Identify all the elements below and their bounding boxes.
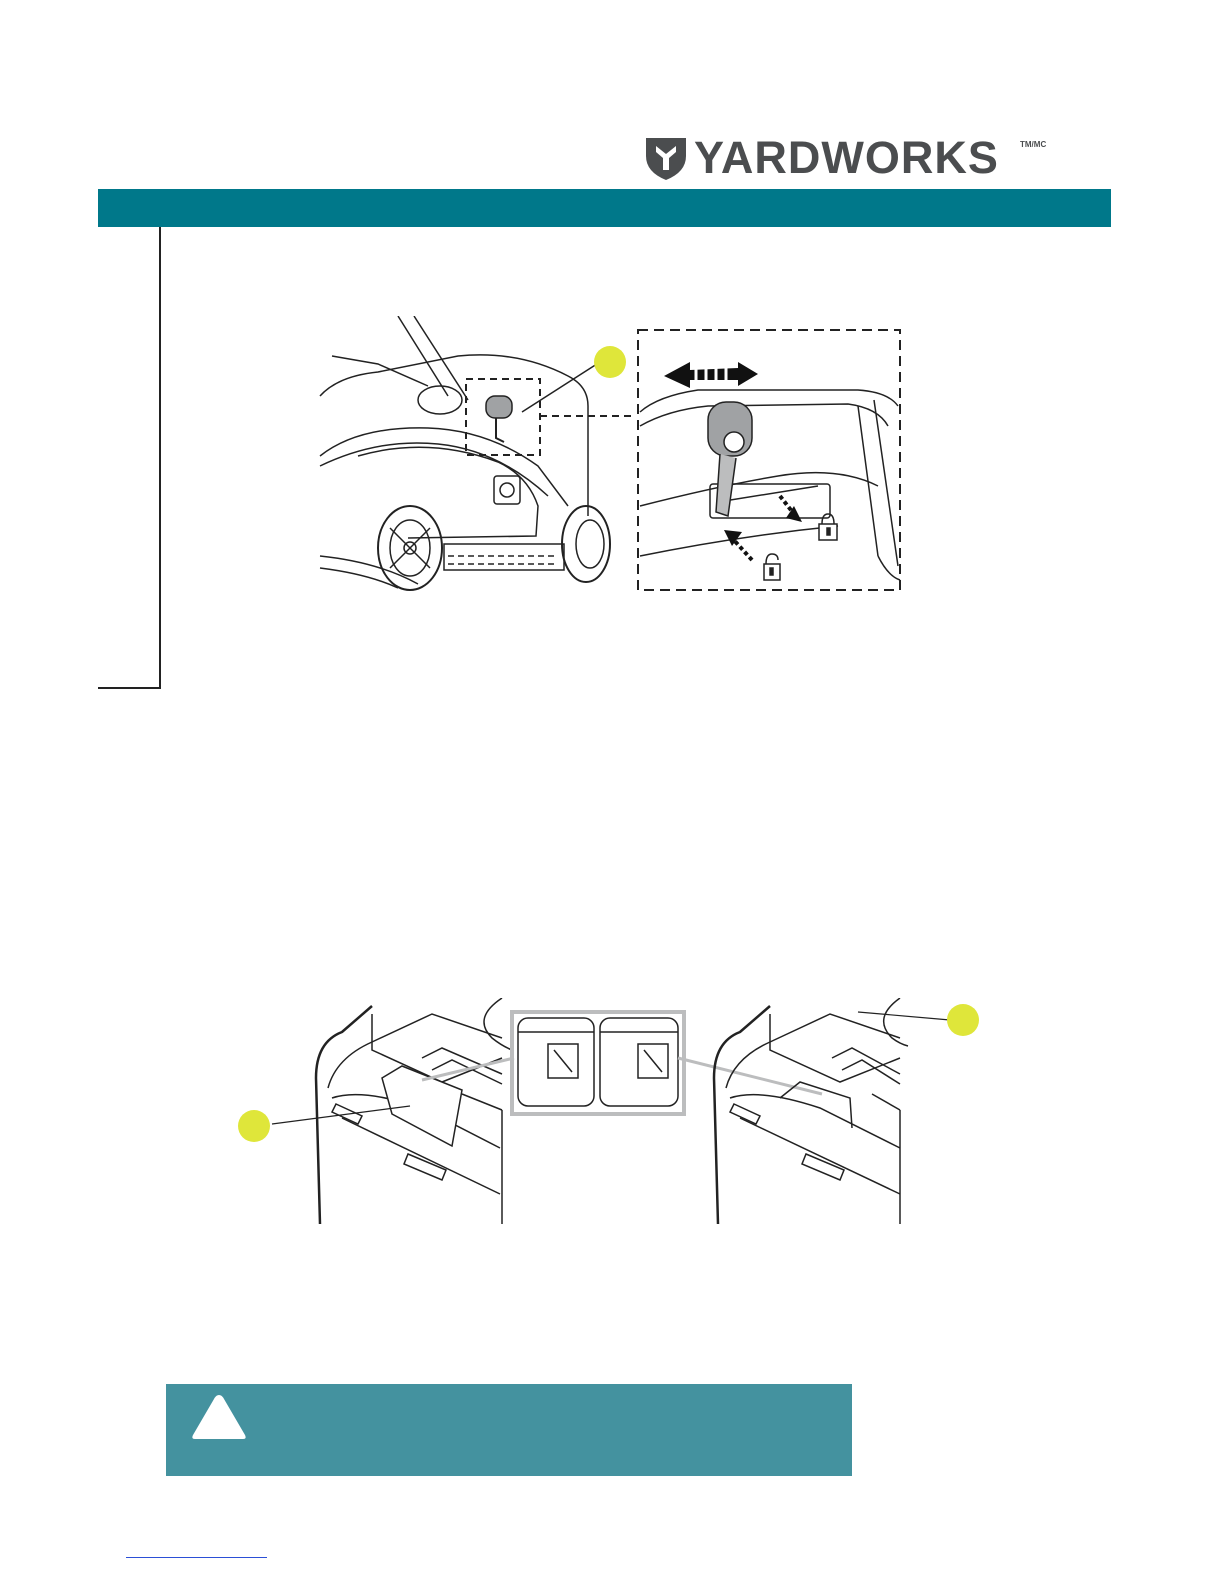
side-rule-vertical — [159, 227, 161, 689]
warning-triangle-icon — [190, 1392, 248, 1442]
callout-marker — [594, 346, 626, 378]
warning-band — [166, 1384, 852, 1476]
unlock-icon — [764, 554, 780, 580]
section-header-bar — [98, 189, 1111, 227]
footer-link-underline[interactable] — [126, 1557, 267, 1558]
callout-marker-left — [238, 1110, 270, 1142]
height-adjust-figure — [318, 316, 908, 598]
trademark-mark: TM/MC — [1020, 140, 1047, 149]
brand-name: YARDWORKS — [694, 132, 999, 183]
grass-bag-figure — [232, 998, 992, 1226]
shield-logo-icon — [646, 138, 686, 180]
side-rule-horizontal — [98, 687, 161, 689]
callout-marker-right — [947, 1004, 979, 1036]
